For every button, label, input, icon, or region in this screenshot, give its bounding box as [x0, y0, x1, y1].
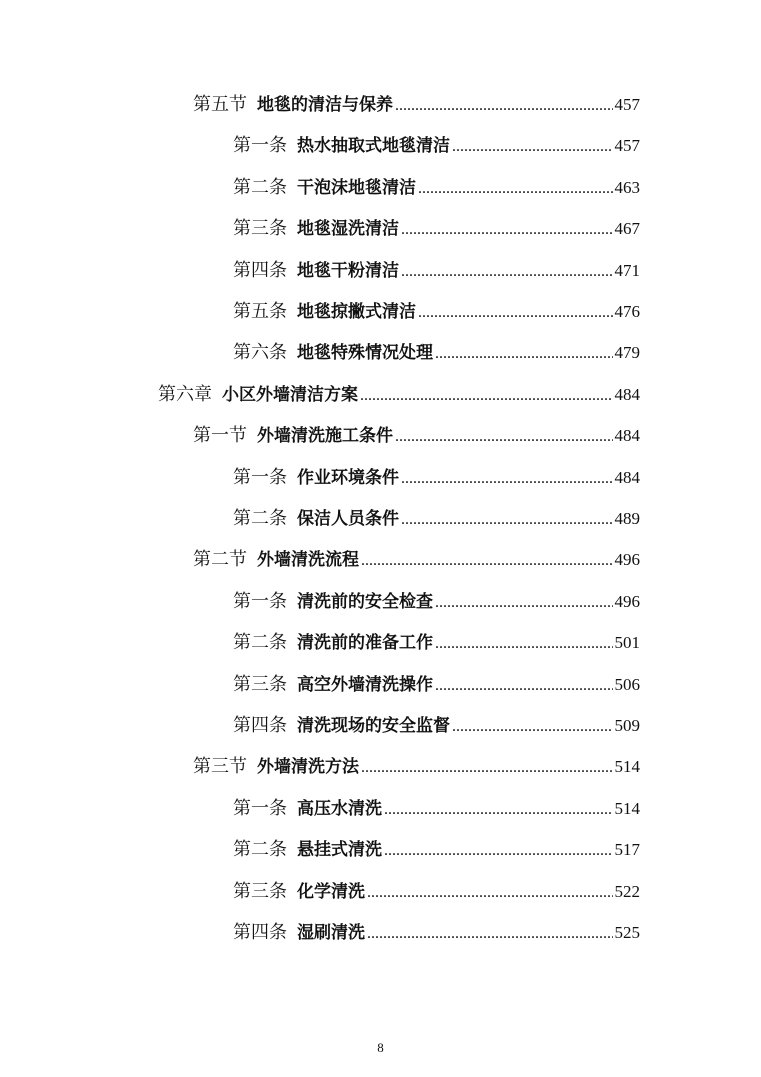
toc-entry[interactable]: [193, 545, 640, 575]
toc-entry-title: 干泡沫地毯清洁: [297, 177, 416, 198]
toc-entry-title: 高空外墙清洗操作: [297, 674, 433, 695]
toc-entry[interactable]: [233, 587, 640, 617]
toc-entry-number: 第三条: [233, 673, 287, 695]
toc-entry-number: 第一条: [233, 590, 287, 612]
toc-entry-number: 第五条: [233, 301, 287, 322]
dot-leader: [395, 422, 613, 452]
toc-entry-number: 第一条: [233, 797, 287, 819]
dot-leader: [401, 215, 613, 245]
toc-entry-number: 第二条: [233, 176, 287, 198]
toc-entry-title: 地毯湿洗清洁: [297, 219, 399, 240]
toc-entry-page: 517: [614, 840, 640, 860]
dot-leader: [361, 546, 613, 576]
toc-entry[interactable]: [193, 421, 640, 451]
page-number: 8: [377, 1040, 384, 1055]
toc-entry-page: 476: [614, 302, 640, 321]
toc-entry-title: 地毯特殊情况处理: [297, 343, 433, 364]
dot-leader: [435, 339, 613, 369]
toc-entry[interactable]: [233, 297, 640, 327]
toc-entry-title: 小区外墙清洁方案: [222, 384, 358, 405]
toc-entry-title: 地毯干粉清洁: [297, 260, 399, 281]
toc-entry-title: 高压水清洗: [297, 798, 382, 819]
toc-entry-number: 第五节: [193, 94, 247, 115]
toc-entry-number: 第四条: [233, 259, 287, 281]
toc-entry[interactable]: [233, 214, 640, 244]
toc-entry-page: 471: [614, 260, 640, 280]
dot-leader: [360, 381, 613, 411]
toc-entry[interactable]: [193, 90, 640, 120]
toc-entry[interactable]: [158, 380, 640, 410]
toc-entry-title: 作业环境条件: [297, 467, 399, 488]
toc-entry-number: 第一条: [233, 135, 287, 157]
toc-entry-title: 清洗前的准备工作: [297, 633, 433, 654]
toc-entry-title: 化学清洗: [297, 881, 365, 902]
toc-entry-number: 第六章: [158, 383, 212, 405]
toc-entry-number: 第四条: [233, 922, 287, 943]
toc-entry-number: 第三条: [233, 880, 287, 902]
toc-entry-number: 第四条: [233, 715, 287, 736]
toc-entry[interactable]: [233, 338, 640, 368]
toc-entry-page: 484: [614, 384, 640, 404]
dot-leader: [367, 919, 613, 949]
toc-entry-page: 514: [614, 757, 640, 777]
toc-entry[interactable]: [233, 670, 640, 700]
toc-entry-page: 463: [614, 177, 640, 197]
dot-leader: [435, 629, 613, 659]
toc-entry-page: 467: [614, 219, 640, 239]
toc-entry-page: 506: [614, 674, 640, 694]
toc-entry-page: 525: [614, 923, 640, 942]
toc-entry[interactable]: [233, 256, 640, 286]
toc-entry-number: 第一节: [193, 425, 247, 447]
dot-leader: [384, 795, 613, 825]
toc-entry[interactable]: [233, 463, 640, 493]
toc-entry-page: 457: [614, 136, 640, 156]
toc-entry[interactable]: [233, 711, 640, 741]
toc-entry-number: 第二节: [193, 549, 247, 571]
dot-leader: [401, 257, 613, 287]
toc-entry-page: 479: [614, 343, 640, 363]
dot-leader: [401, 464, 613, 494]
toc-entry[interactable]: [233, 877, 640, 907]
toc-entry-title: 悬挂式清洗: [297, 840, 382, 861]
toc-entry-number: 第二条: [233, 839, 287, 861]
toc-entry-page: 484: [614, 426, 640, 446]
toc-entry-page: 496: [614, 591, 640, 611]
toc-entry-page: 514: [614, 798, 640, 818]
toc-entry[interactable]: [233, 918, 640, 948]
toc-entry-title: 清洗前的安全检查: [297, 591, 433, 612]
dot-leader: [384, 836, 613, 866]
toc-entry[interactable]: [233, 131, 640, 161]
dot-leader: [367, 878, 613, 908]
dot-leader: [452, 132, 613, 162]
toc-entry[interactable]: [233, 794, 640, 824]
toc-entry[interactable]: [193, 752, 640, 782]
toc-entry-title: 保洁人员条件: [297, 509, 399, 529]
toc-entry-page: 501: [614, 633, 640, 653]
toc-entry-title: 地毯掠撇式清洁: [297, 302, 416, 322]
dot-leader: [418, 298, 613, 328]
toc-entry-title: 外墙清洗流程: [257, 550, 359, 571]
toc-entry-title: 热水抽取式地毯清洁: [297, 136, 450, 157]
dot-leader: [435, 671, 613, 701]
toc-entry-page: 509: [614, 716, 640, 735]
dot-leader: [401, 505, 613, 535]
dot-leader: [435, 588, 613, 618]
toc-entry-page: 457: [614, 95, 640, 114]
toc-entry[interactable]: [233, 173, 640, 203]
toc-entry-title: 外墙清洗施工条件: [257, 426, 393, 447]
toc-entry-page: 522: [614, 881, 640, 901]
toc-entry-number: 第一条: [233, 466, 287, 488]
toc-entry-page: 484: [614, 467, 640, 487]
toc-entry[interactable]: [233, 504, 640, 534]
dot-leader: [452, 712, 613, 742]
dot-leader: [395, 91, 613, 121]
toc-entry-title: 清洗现场的安全监督: [297, 716, 450, 736]
toc-entry-number: 第三节: [193, 756, 247, 778]
toc-entry-title: 外墙清洗方法: [257, 757, 359, 778]
toc-entry[interactable]: [233, 628, 640, 658]
toc-entry-number: 第三条: [233, 218, 287, 240]
toc-entry-page: 496: [614, 550, 640, 570]
toc-entry-page: 489: [614, 509, 640, 528]
dot-leader: [361, 753, 613, 783]
toc-entry-title: 湿刷清洗: [297, 923, 365, 943]
toc-entry-number: 第六条: [233, 342, 287, 364]
dot-leader: [418, 174, 613, 204]
toc-entry-title: 地毯的清洁与保养: [257, 95, 393, 115]
toc-entry-number: 第二条: [233, 632, 287, 654]
toc-entry-number: 第二条: [233, 508, 287, 529]
toc-entry[interactable]: [233, 835, 640, 865]
